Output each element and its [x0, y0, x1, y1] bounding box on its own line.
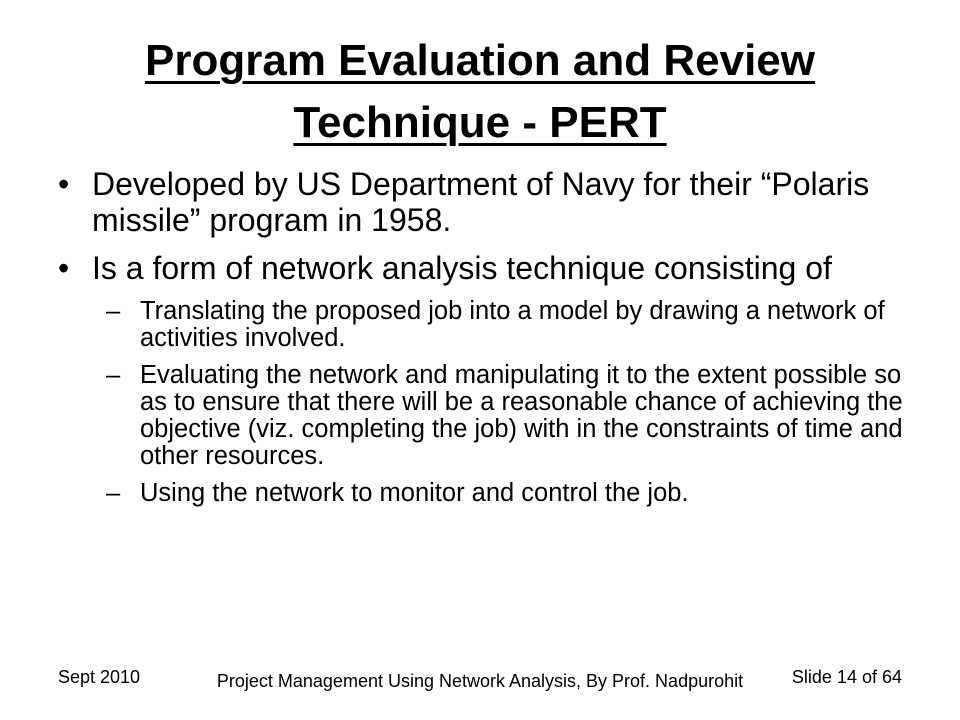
- dash-marker: –: [106, 361, 121, 389]
- bullet-marker: •: [58, 166, 70, 202]
- footer-date: Sept 2010: [58, 667, 141, 687]
- footer-slide-number: Slide 14 of 64: [791, 667, 902, 687]
- sub-item-text: Using the network to monitor and control the job.: [140, 479, 689, 507]
- footer-title: Project Management Using Network Analysis, By Prof. Nadpurohit: [216, 671, 744, 691]
- bullet-item: [58, 166, 908, 238]
- slide-body: [58, 166, 908, 517]
- bullet-marker: •: [58, 250, 70, 286]
- sub-item: [58, 480, 908, 507]
- slide-title: Program Evaluation and Review Technique - PERT: [145, 36, 815, 147]
- sub-item-text: Evaluating the network and manipulating it to the extent possible so as to ensure that there will be a reasonable chance of achieving the objective (viz. completing the job) with in the constraints of time and other resources.: [140, 361, 903, 470]
- bullet-item: [58, 250, 908, 286]
- dash-marker: –: [106, 479, 121, 507]
- bullet-text: Developed by US Department of Navy for their “Polaris missile” program in 1958.: [92, 166, 870, 238]
- bullet-text: Is a form of network analysis technique consisting of: [92, 250, 832, 286]
- sub-item-text: Translating the proposed job into a model by drawing a network of activities involved.: [140, 297, 885, 352]
- dash-marker: –: [106, 297, 121, 325]
- sub-item: [58, 298, 908, 352]
- sub-item: [58, 362, 908, 470]
